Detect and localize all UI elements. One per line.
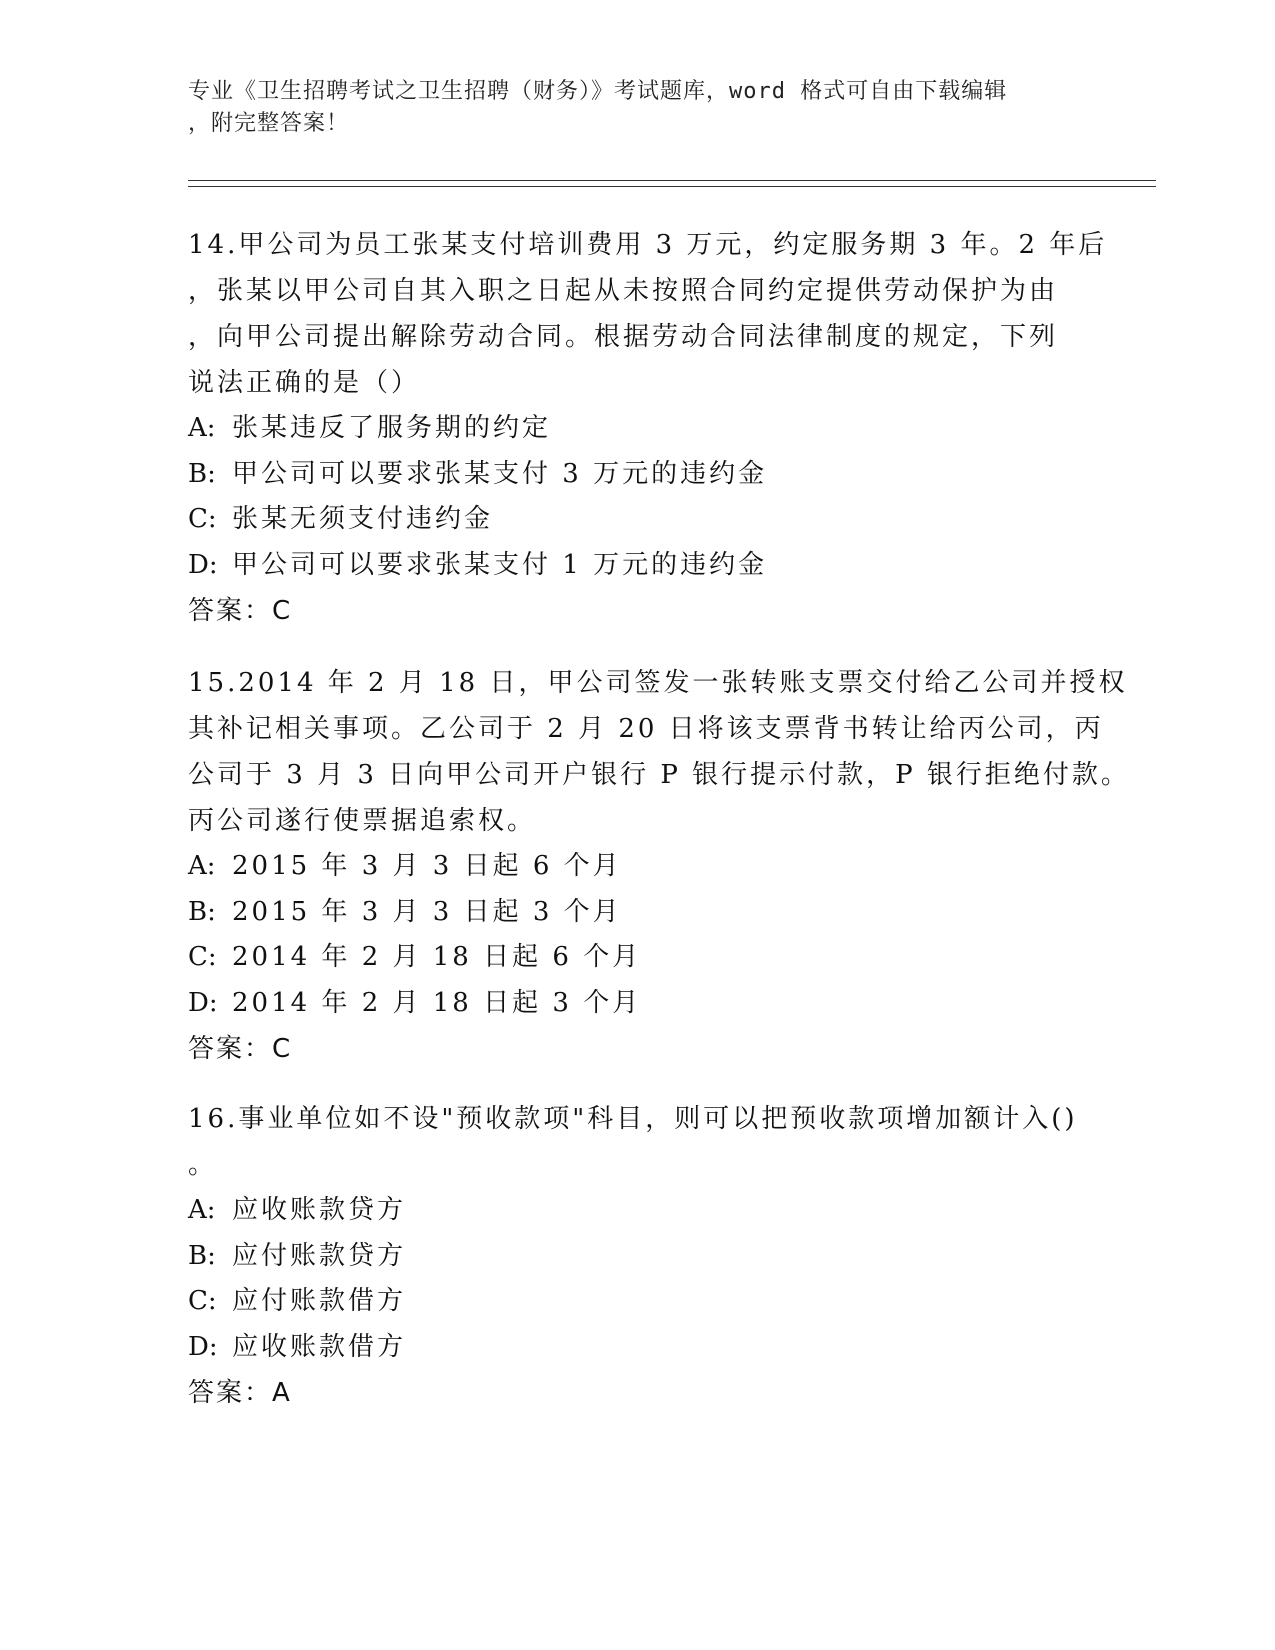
option-b [188,1234,1088,1280]
option-key: C: [188,942,217,972]
option-d [188,1325,1088,1371]
question-text-line: 16.事业单位如不设"预收款项"科目，则可以把预收款项增加额计入() [188,1104,1078,1134]
option-key: C: [188,1286,217,1316]
header-line-2: ，附完整答案！ [188,111,350,136]
option-text: 2014 年 2 月 18 日起 3 个月 [232,987,642,1018]
option-text: 甲公司可以要求张某支付 1 万元的违约金 [232,549,768,580]
option-key: D: [188,549,218,580]
question-text-line: 公司于 3 月 3 日向甲公司开户银行 P 银行提示付款，P 银行拒绝付款。 [188,760,1130,790]
question-15 [188,660,1130,1072]
option-d [188,981,1088,1027]
option-a [188,844,1088,890]
answer-line: 答案：C [188,596,293,626]
question-text-line: ，张某以甲公司自其入职之日起从未按照合同约定提供劳动保护为由 [188,276,1059,306]
question-text-line: 15.2014 年 2 月 18 日，甲公司签发一张转账支票交付给乙公司并授权 [188,668,1128,698]
option-key: A: [188,851,216,881]
question-text-line: 。 [188,1150,218,1180]
option-a [188,406,1088,452]
option-text: 应付账款贷方 [232,1240,407,1271]
option-key: D: [188,987,218,1018]
option-b [188,890,1088,936]
option-key: B: [188,1240,216,1271]
option-text: 应收账款贷方 [232,1195,407,1225]
option-key: D: [188,1331,218,1362]
option-text: 甲公司可以要求张某支付 3 万元的违约金 [232,458,768,489]
option-key: A: [188,1195,216,1225]
header-line-1: 专业《卫生招聘考试之卫生招聘（财务）》考试题库，word 格式可自由下载编辑 [188,79,1008,104]
question-text-line: 14.甲公司为员工张某支付培训费用 3 万元，约定服务期 3 年。2 年后 [188,230,1108,260]
question-text-line: 其补记相关事项。乙公司于 2 月 20 日将该支票背书转让给丙公司，丙 [188,714,1104,744]
option-key: B: [188,458,216,489]
option-b [188,452,1088,498]
question-text-line: 说法正确的是（） [188,368,421,398]
option-c [188,1279,1088,1325]
document-header [188,76,1088,140]
question-text-line: 丙公司遂行使票据追索权。 [188,806,537,836]
option-key: B: [188,896,216,927]
question-14 [188,222,1108,634]
option-key: C: [188,504,217,534]
question-text-line: ，向甲公司提出解除劳动合同。根据劳动合同法律制度的规定，下列 [188,322,1059,352]
option-a [188,1188,1088,1234]
option-text: 张某无须支付违约金 [232,504,494,534]
option-text: 2014 年 2 月 18 日起 6 个月 [232,942,642,972]
option-text: 应付账款借方 [232,1286,407,1316]
option-text: 2015 年 3 月 3 日起 6 个月 [232,851,622,881]
option-text: 2015 年 3 月 3 日起 3 个月 [232,896,622,927]
option-text: 张某违反了服务期的约定 [232,413,552,443]
header-divider [188,180,1156,187]
option-text: 应收账款借方 [232,1331,407,1362]
answer-line: 答案：C [188,1034,293,1064]
option-key: A: [188,413,216,443]
option-d [188,543,1088,589]
option-c [188,935,1088,981]
question-16 [188,1096,1088,1416]
option-c [188,497,1088,543]
answer-line: 答案：A [188,1378,292,1408]
